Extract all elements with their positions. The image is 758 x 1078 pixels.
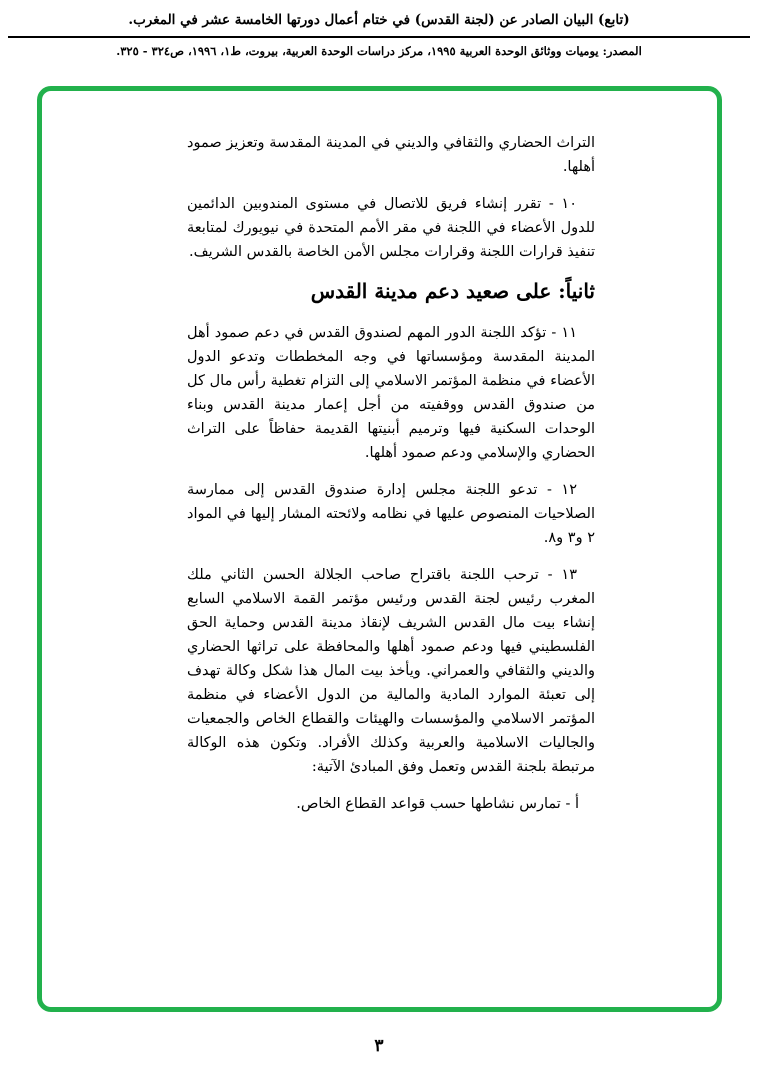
content-frame <box>37 86 722 1012</box>
continuation-paragraph: التراث الحضاري والثقافي والديني في المدينة المقدسة وتعزيز صمود أهلها. <box>187 135 595 175</box>
section-heading: ثانياً: على صعيد دعم مدينة القدس <box>310 279 595 303</box>
item-11-paragraph: ١١ - تؤكد اللجنة الدور المهم لصندوق القدس في دعم صمود أهل المدينة المقدسة ومؤسساتها في وجه المخططات وتدعو الدول الأعضاء في منظمة المؤتمر الاسلامي إلى التزام تغطية رأس مال كل من صندوق القدس ووقفيته من أجل إعمار مدينة القدس وبناء الوحدات السكنية فيها وترميم أبنيتها القديمة حفاظاً على التراث الحضاري والإسلامي ودعم صمود أهلها. <box>187 325 595 461</box>
header-title: (تابع) البيان الصادر عن (لجنة القدس) في ختام أعمال دورتها الخامسة عشر في المغرب. <box>128 12 630 28</box>
item-12-paragraph: ١٢ - تدعو اللجنة مجلس إدارة صندوق القدس إلى ممارسة الصلاحيات المنصوص عليها في نظامه ولائحته المشار إليها في المواد ٢ و٣ و٨. <box>187 482 595 546</box>
item-13-paragraph: ١٣ - ترحب اللجنة باقتراح صاحب الجلالة الحسن الثاني ملك المغرب رئيس لجنة القدس ورئيس مؤتمر القمة الاسلامي السابع إنشاء بيت مال القدس الشريف لإنقاذ مدينة القدس وحماية الحق الفلسطيني فيها ودعم صمود أهلها والمحافظة على تراثها الحضاري والديني والثقافي والعمراني. ويأخذ بيت المال هذا شكل وكالة تهدف إلى تعبئة الموارد المادية والمالية من الدول الأعضاء في منظمة المؤتمر الاسلامي والمؤسسات والهيئات والقطاع الخاص والجمعيات والجاليات الاسلامية والعربية وكذلك الأفراد. وتكون هذه الوكالة مرتبطة بلجنة القدس وتعمل وفق المبادئ الآتية: <box>187 567 595 775</box>
item-a-paragraph: أ - تمارس نشاطها حسب قواعد القطاع الخاص. <box>296 796 579 812</box>
header-source: المصدر: يوميات ووثائق الوحدة العربية ١٩٩٥، مركز دراسات الوحدة العربية، بيروت، ط١، ١٩٩٦، ص٣٢٤ - ٣٢٥. <box>116 44 642 59</box>
item-10-paragraph: ١٠ - تقرر إنشاء فريق للاتصال في مستوى المندوبين الدائمين للدول الأعضاء في اللجنة في مقر الأمم المتحدة في نيويورك لمتابعة تنفيذ قرارات اللجنة وقرارات مجلس الأمن الخاصة بالقدس الشريف. <box>187 196 595 260</box>
page-number: ٣ <box>374 1036 384 1056</box>
body-text <box>187 131 595 816</box>
header-divider <box>8 36 750 38</box>
page-header <box>0 0 758 59</box>
